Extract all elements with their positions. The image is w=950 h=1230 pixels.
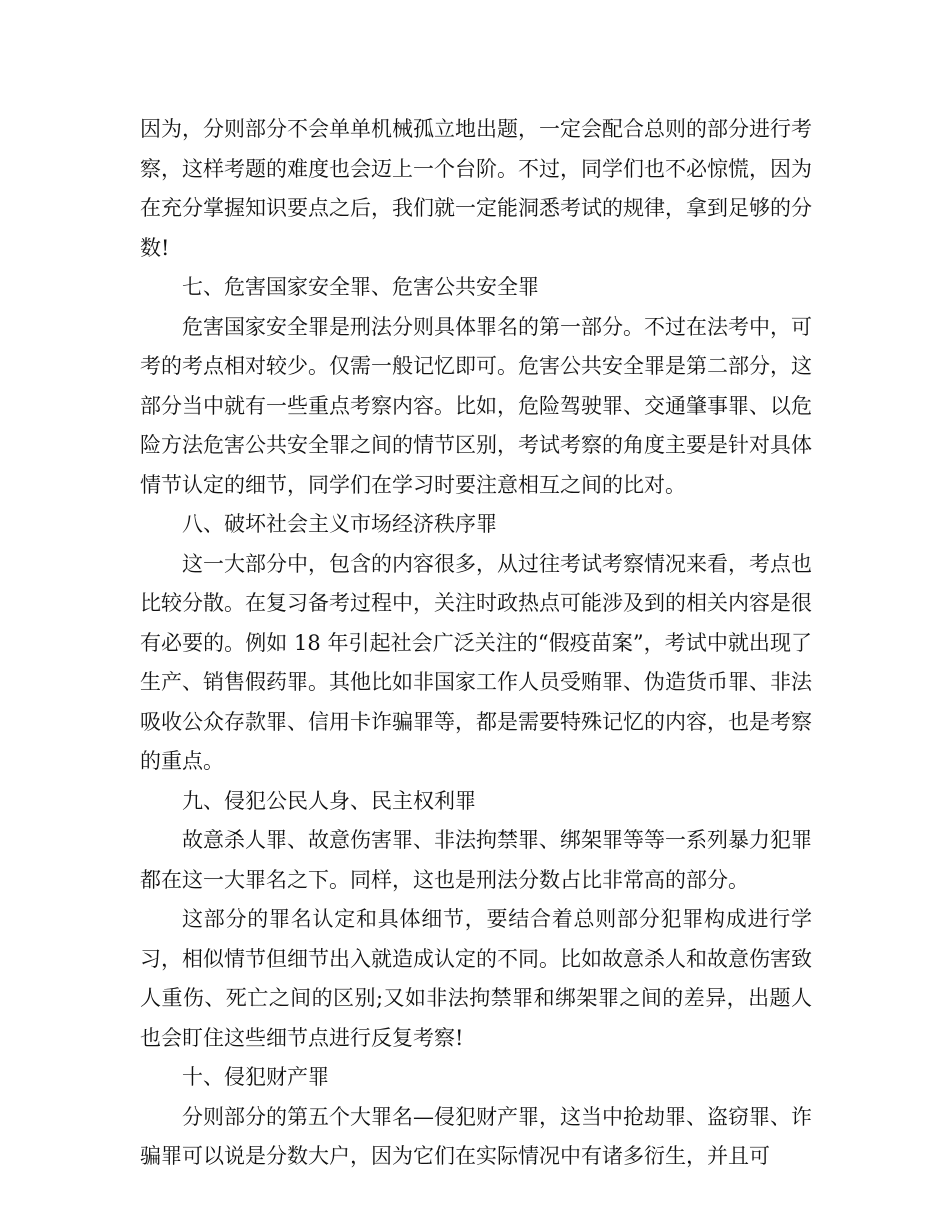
paragraph-section-nine-a: 故意杀人罪、故意伤害罪、非法拘禁罪、绑架罪等等一系列暴力犯罪都在这一大罪名之下。同样，这也是刑法分数占比非常高的部分。 <box>140 828 812 892</box>
document-body <box>140 110 812 1177</box>
paragraph-section-seven: 危害国家安全罪是刑法分则具体罪名的第一部分。不过在法考中，可考的考点相对较少。仅需一般记忆即可。危害公共安全罪是第二部分，这部分当中就有一些重点考察内容。比如，危险驾驶罪、交通肇事罪、以危险方法危害公共安全罪之间的情节区别，考试考察的角度主要是针对具体情节认定的细节，同学们在学习时要注意相互之间的比对。 <box>140 314 812 497</box>
paragraph-section-eight: 这一大部分中，包含的内容很多，从过往考试考察情况来看，考点也比较分散。在复习备考过程中，关注时政热点可能涉及到的相关内容是很有必要的。例如 18 年引起社会广泛关注的“假疫苗案”，考试中就出现了生产、销售假药罪。其他比如非国家工作人员受贿罪、伪造货币罪、非法吸收公众存款罪、信用卡诈骗罪等，都是需要特殊记忆的内容，也是考察的重点。 <box>140 551 812 773</box>
section-heading-eight: 八、破坏社会主义市场经济秩序罪 <box>182 512 497 536</box>
paragraph-continued: 因为，分则部分不会单单机械孤立地出题，一定会配合总则的部分进行考察，这样考题的难度也会迈上一个台阶。不过，同学们也不必惊慌，因为在充分掌握知识要点之后，我们就一定能洞悉考试的规律，拿到足够的分数! <box>140 117 812 260</box>
section-heading-ten: 十、侵犯财产罪 <box>182 1065 329 1089</box>
paragraph-section-ten: 分则部分的第五个大罪名—侵犯财产罪，这当中抢劫罪、盗窃罪、诈骗罪可以说是分数大户，因为它们在实际情况中有诸多衍生，并且可 <box>140 1104 812 1168</box>
paragraph-section-nine-b: 这部分的罪名认定和具体细节，要结合着总则部分犯罪构成进行学习，相似情节但细节出入就造成认定的不同。比如故意杀人和故意伤害致人重伤、死亡之间的区别;又如非法拘禁罪和绑架罪之间的差异，出题人也会盯住这些细节点进行反复考察! <box>140 907 812 1050</box>
section-heading-nine: 九、侵犯公民人身、民主权利罪 <box>182 788 476 813</box>
section-heading-seven: 七、危害国家安全罪、危害公共安全罪 <box>182 275 539 299</box>
